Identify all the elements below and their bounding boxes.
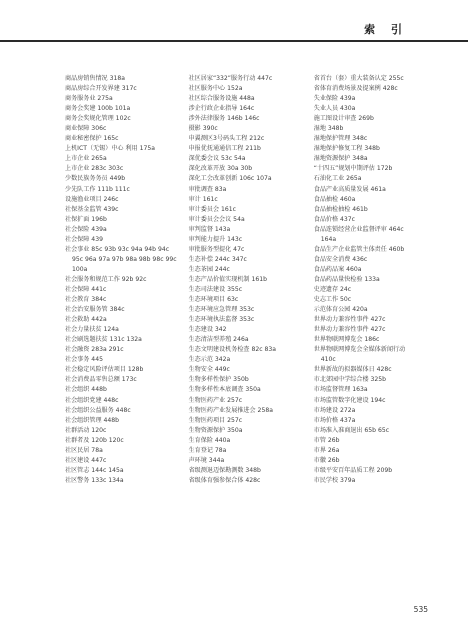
index-column-2 — [189, 74, 302, 486]
index-entry: 市管 26b — [313, 436, 340, 444]
index-entry: 石油化工业 265a — [313, 175, 362, 183]
index-entry: 声环境 344a — [188, 456, 225, 464]
index-entry: 市场监管数字化建设 194c — [313, 396, 386, 404]
header-rule — [0, 40, 468, 42]
index-entry: 生态产品价值实现机制 161b — [188, 275, 267, 283]
index-entry: 社会事业 85c 93b 93c 94a 94b 94c — [65, 245, 170, 253]
index-entry: 社会组织公益服务 448c — [65, 406, 131, 414]
index-entry: 上机ICT（无锡）中心 利用 175a — [65, 145, 155, 153]
index-entry: 商品房销售情况 318a — [65, 75, 125, 82]
index-entry: 省级测退迈保勘测数 348b — [188, 466, 261, 474]
index-entry: 生态环境项目 63c — [188, 296, 239, 304]
index-entry: 生物医药产业 257c — [188, 396, 243, 404]
index-entry: 社区警务 133c 134a — [65, 476, 124, 484]
index-entry: 生态示范 342a — [188, 356, 231, 364]
index-entry: 史志工作 50c — [313, 296, 352, 304]
index-entry: 社保扩面 196b — [65, 215, 107, 223]
index-entry: 生态补偿 244c 347c — [188, 255, 247, 263]
index-entry: 商务会奖规化管理 102c — [65, 115, 131, 123]
index-entry: 省体育消费场景及提案例 428c — [313, 85, 398, 93]
index-entry: 审计 161c — [188, 195, 218, 203]
index-entry: 社区民居 78a — [65, 446, 103, 454]
index-entry: 省首台（套）重大装备认定 255c — [313, 75, 404, 82]
index-entry: 社会治安服务管 384c — [65, 306, 125, 314]
index-entry: 世界新故的拟器媒体日 428c — [313, 366, 392, 374]
index-entry: 社区综合服务设施 448a — [188, 95, 255, 103]
index-entry: 社群者及 120b 120c — [65, 436, 124, 444]
index-entry: 食品安全消费 436c — [313, 255, 368, 263]
index-entry: 生物多样性本底调查 350a — [188, 386, 261, 394]
index-entry: 社会保险 439a — [65, 225, 107, 233]
index-entry: 社区居家“332”服务行动 447c — [188, 75, 273, 82]
index-entry: 世界动力兼容性事件 427c — [313, 316, 386, 324]
index-entry: 生态司法建设 355c — [188, 285, 243, 293]
index-entry: 410c — [320, 356, 336, 364]
index-entry: 申翼测区3号码头工程 212c — [188, 135, 265, 143]
index-entry: 生物医药项目 257c — [188, 416, 243, 424]
index-entry: 食品生产企业监管主体责任 460b — [313, 245, 405, 253]
index-entry: 审判监督 143a — [188, 225, 231, 233]
index-entry: 湿地保护修复工程 348b — [313, 145, 380, 153]
index-entry: 审批调查 83a — [188, 185, 227, 193]
index-entry: 生态清洁型养殖 246a — [188, 336, 249, 344]
index-entry: 史迹遗存 24c — [313, 285, 352, 293]
index-entry: 食品药品量快检验 133a — [313, 275, 380, 283]
index-entry: 少先队工作 111b 111c — [65, 185, 130, 193]
index-entry: 生物多样性保护 350b — [188, 376, 249, 384]
index-entry: 涉企行政企业指导 164c — [188, 105, 255, 113]
index-entry: 深化工会改革创新 106c 107a — [188, 175, 272, 183]
index-entry: 生态环境应急管理 353c — [188, 306, 255, 314]
page-header-title: 索 引 — [364, 23, 408, 36]
index-entry: 商业保障 306c — [65, 125, 107, 133]
index-entry: 社会融资 283a 291c — [65, 346, 124, 354]
index-entry: 社会保障 441c — [65, 285, 107, 293]
index-entry: 申报优抚通通信工程 211b — [188, 145, 261, 153]
index-entry: 生态茶园 244c — [188, 265, 230, 273]
index-entry: 生态建设 342 — [188, 326, 227, 334]
index-entry: 湿地资源保护 348a — [313, 155, 368, 163]
index-entry: 社会组织党建 448c — [65, 396, 119, 404]
index-entry: 生态环境执法监督 353c — [188, 316, 255, 324]
index-entry: 市界 26a — [313, 446, 340, 454]
index-entry: 市场准入准商退出 65b 65c — [313, 426, 390, 434]
index-entry: 社群活动 120c — [65, 426, 107, 434]
index-entry: 市场建设 272a — [313, 406, 356, 414]
index-entry: 审判能力提升 143c — [188, 235, 243, 243]
index-entry: 省级体育强参保合体 428c — [188, 476, 261, 484]
index-entry: 食品连锁经营企业监督评审 464c — [313, 225, 404, 233]
index-entry: 社会救助 442a — [65, 316, 107, 324]
index-entry: 市徽 26b — [313, 456, 340, 464]
index-entry: 食品抽检 460a — [313, 195, 356, 203]
index-entry: 商务会奖建 100b 101a — [65, 105, 131, 113]
index-entry: 上市企业 265a — [65, 155, 107, 163]
index-entry: 市民学校 379a — [313, 476, 356, 484]
index-entry: 生物资源保护 350a — [188, 426, 243, 434]
index-entry: 审计委员会 161c — [188, 205, 236, 213]
index-entry: 商品房综合开发界建 317c — [65, 85, 137, 93]
index-entry: 100a — [72, 265, 88, 273]
index-entry: 深优委会议 53c 54a — [188, 155, 246, 163]
index-entry: 湿地 348b — [313, 125, 344, 133]
index-entry: 少数民族务务员 449b — [65, 175, 126, 183]
index-entry: 审计委员会会议 54a — [188, 215, 245, 223]
index-entry: 深化改革开放 30a 30b — [188, 165, 253, 173]
index-entry: 示范体育公园 420a — [313, 306, 368, 314]
index-entry: 商务服务业 275a — [65, 95, 113, 103]
index-entry: 社区管志 144c 145a — [65, 466, 124, 474]
index-entry: 市场监督管理 163a — [313, 386, 368, 394]
index-entry: 施工图设计审查 269b — [313, 115, 374, 123]
index-entry: 95c 96a 97a 97b 98a 98b 98c 99c — [72, 255, 177, 263]
index-entry: 164a — [320, 235, 337, 243]
index-entry: 食品价格 437c — [313, 215, 356, 223]
index-entry: 社区服务中心 152a — [188, 85, 243, 93]
index-entry: 审批服务型提化 47c — [188, 245, 245, 253]
index-entry: 社会组织管理 448b — [65, 416, 119, 424]
index-entry: 生育登记 78a — [188, 446, 227, 454]
index-entry: 社会刷选题扶贫 131c 132a — [65, 336, 142, 344]
index-entry: 生态文明建设机务检查 82c 83a — [188, 346, 276, 354]
index-entry: 社保基金监管 439c — [65, 205, 119, 213]
index-entry: 社会事务 445 — [65, 356, 103, 364]
index-entry: 市级平安百年品质工程 209b — [313, 466, 393, 474]
index-entry: 社会力量扶贫 124a — [65, 326, 119, 334]
index-entry: “十四五”规划中期评估 172b — [313, 165, 393, 173]
index-entry: 设施渔业项目 246c — [65, 195, 119, 203]
index-entry: 食品抽检抽检 461b — [313, 205, 368, 213]
index-entry: 社区建设 447c — [65, 456, 107, 464]
index-entry: 商业秘密保护 165c — [65, 135, 119, 143]
index-entry: 摄影 390c — [188, 125, 218, 133]
index-entry: 涉外法律服务 146b 146c — [188, 115, 260, 123]
index-column-1 — [65, 74, 177, 486]
index-entry: 湿地保护管理 348c — [313, 135, 368, 143]
index-entry: 上市企业 283c 303c — [65, 165, 124, 173]
index-entry: 市北郊园中学综合楼 325b — [313, 376, 387, 384]
index-entry: 食品药品案 460a — [313, 265, 362, 273]
index-entry: 生物医药产业发展推进会 258a — [188, 406, 273, 414]
index-entry: 社会服务和规范工作 92b 92c — [65, 275, 147, 283]
index-entry: 社会组织 448b — [65, 386, 107, 394]
index-entry: 生育保险 440a — [188, 436, 231, 444]
index-entry: 食品产业高质量发展 461a — [313, 185, 386, 193]
index-entry: 市场价格 437a — [313, 416, 356, 424]
index-entry: 世界物联网博览会 186c — [313, 336, 380, 344]
index-entry: 失业人员 430a — [313, 105, 356, 113]
index-entry: 世界动力兼容性事件 427c — [313, 326, 386, 334]
index-entry: 生物安全 449c — [188, 366, 230, 374]
index-columns — [65, 74, 425, 486]
index-entry: 社会消费品零售总额 173c — [65, 376, 137, 384]
index-entry: 社会教育 384c — [65, 296, 107, 304]
index-column-3 — [314, 74, 425, 486]
index-entry: 社会保障 439 — [65, 235, 103, 243]
page-number: 535 — [413, 605, 428, 614]
index-entry: 失业保险 439a — [313, 95, 356, 103]
index-entry: 社会稳定风险评估项目 128b — [65, 366, 144, 374]
index-entry: 世界物联网博览会全媒体新闻行动 — [313, 346, 406, 354]
